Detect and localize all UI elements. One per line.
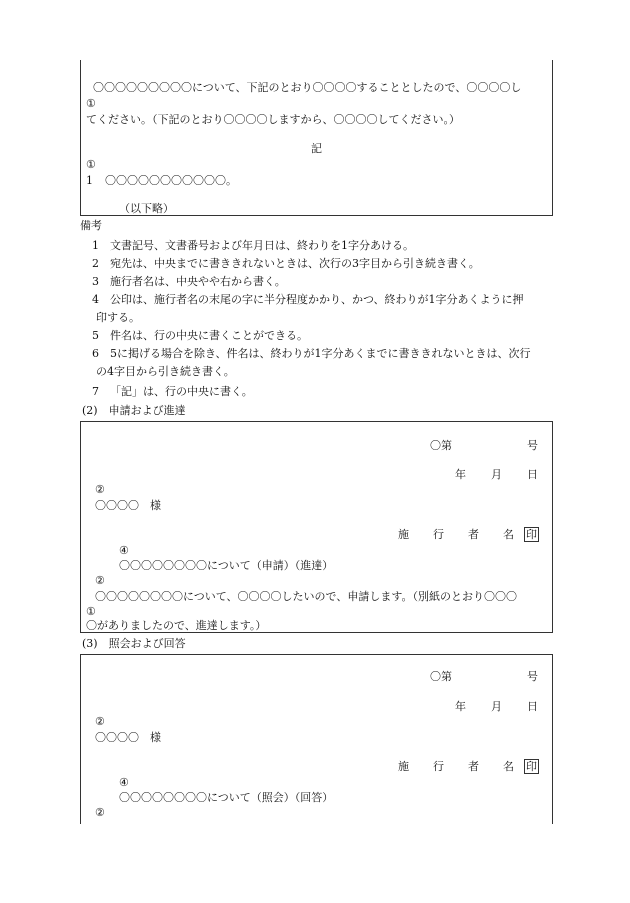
date-year: 年 [455,700,466,713]
issuer-char: 名 [503,528,514,541]
marker-b: ④ [119,776,129,789]
doc-number-suffix: 号 [527,439,538,452]
marker-a: ② [95,715,105,728]
example-box-1 [80,60,553,216]
section-3-heading: (3) 照会および回答 [82,637,186,650]
addressee: 〇〇〇〇 様 [95,499,161,512]
marker-b: ④ [119,544,129,557]
addressee: 〇〇〇〇 様 [95,731,161,744]
ki-heading: 記 [311,142,322,155]
note-1-number: 1 [92,239,99,252]
omitted-note: （以下略） [119,202,174,215]
note-5-number: 5 [92,329,99,342]
issuer-char: 名 [503,760,514,773]
example-box-2 [80,421,553,633]
seal-mark: 印 [526,760,537,773]
issuer-name [398,528,514,541]
issuer-char: 者 [468,528,479,541]
date-year: 年 [455,468,466,481]
note-1-text: 文書記号、文書番号および年月日は、終わりを1字分あける。 [110,239,414,252]
date-day: 日 [527,700,538,713]
date-month: 月 [491,468,502,481]
marker-d: ① [86,605,96,618]
marker-c: ② [95,806,105,819]
note-7-text: 「記」は、行の中央に書く。 [110,385,253,398]
marker-1: ① [86,97,96,110]
note-2-number: 2 [92,257,99,270]
issuer-char: 者 [468,760,479,773]
marker-a: ② [95,483,105,496]
item-number: 1 [86,174,93,187]
seal-mark: 印 [526,528,537,541]
marker-2: ① [86,158,96,171]
subject-line: 〇〇〇〇〇〇〇〇について（申請）（進達） [119,559,334,572]
issuer-name [398,760,514,773]
date-day: 日 [527,468,538,481]
doc-number-label: 〇第 [430,670,452,683]
note-4-number: 4 [92,293,99,306]
note-6-continuation: の4字目から引き続き書く。 [96,365,235,378]
note-6-text: 5に掲げる場合を除き、件名は、終わりが1字分あくまでに書ききれないときは、次行 [110,347,531,360]
date-month: 月 [491,700,502,713]
doc-number-suffix: 号 [527,670,538,683]
marker-c: ② [95,574,105,587]
doc-number-label: 〇第 [430,439,452,452]
note-2-text: 宛先は、中央までに書ききれないときは、次行の3字目から引き続き書く。 [110,257,480,270]
issuer-char: 施 [398,528,409,541]
issuer-char: 行 [433,760,444,773]
note-7-number: 7 [92,385,99,398]
subject-line: 〇〇〇〇〇〇〇〇について（照会）（回答） [119,791,334,804]
note-3-text: 施行者名は、中央やや右から書く。 [110,275,286,288]
issuer-char: 施 [398,760,409,773]
issuer-char: 行 [433,528,444,541]
body-line-2: 〇がありましたので、進達します。） [86,619,267,632]
item-text: 〇〇〇〇〇〇〇〇〇〇〇。 [105,174,237,187]
section-2-heading: (2) 申請および進達 [82,404,186,417]
body-line-2: てください。（下記のとおり〇〇〇〇しますから、〇〇〇〇してください。） [86,113,460,126]
body-line-1: 〇〇〇〇〇〇〇〇〇について、下記のとおり〇〇〇〇することとしたので、〇〇〇〇し [93,81,522,94]
body-line-1: 〇〇〇〇〇〇〇〇について、〇〇〇〇したいので、申請します。（別紙のとおり〇〇〇 [95,590,517,603]
notes-heading: 備考 [80,219,102,232]
note-5-text: 件名は、行の中央に書くことができる。 [110,329,308,342]
note-4-continuation: 印する。 [96,311,140,324]
note-3-number: 3 [92,275,99,288]
note-4-text: 公印は、施行者名の末尾の字に半分程度かかり、かつ、終わりが1字分あくように押 [110,293,524,306]
note-6-number: 6 [92,347,99,360]
example-box-3 [80,654,553,824]
